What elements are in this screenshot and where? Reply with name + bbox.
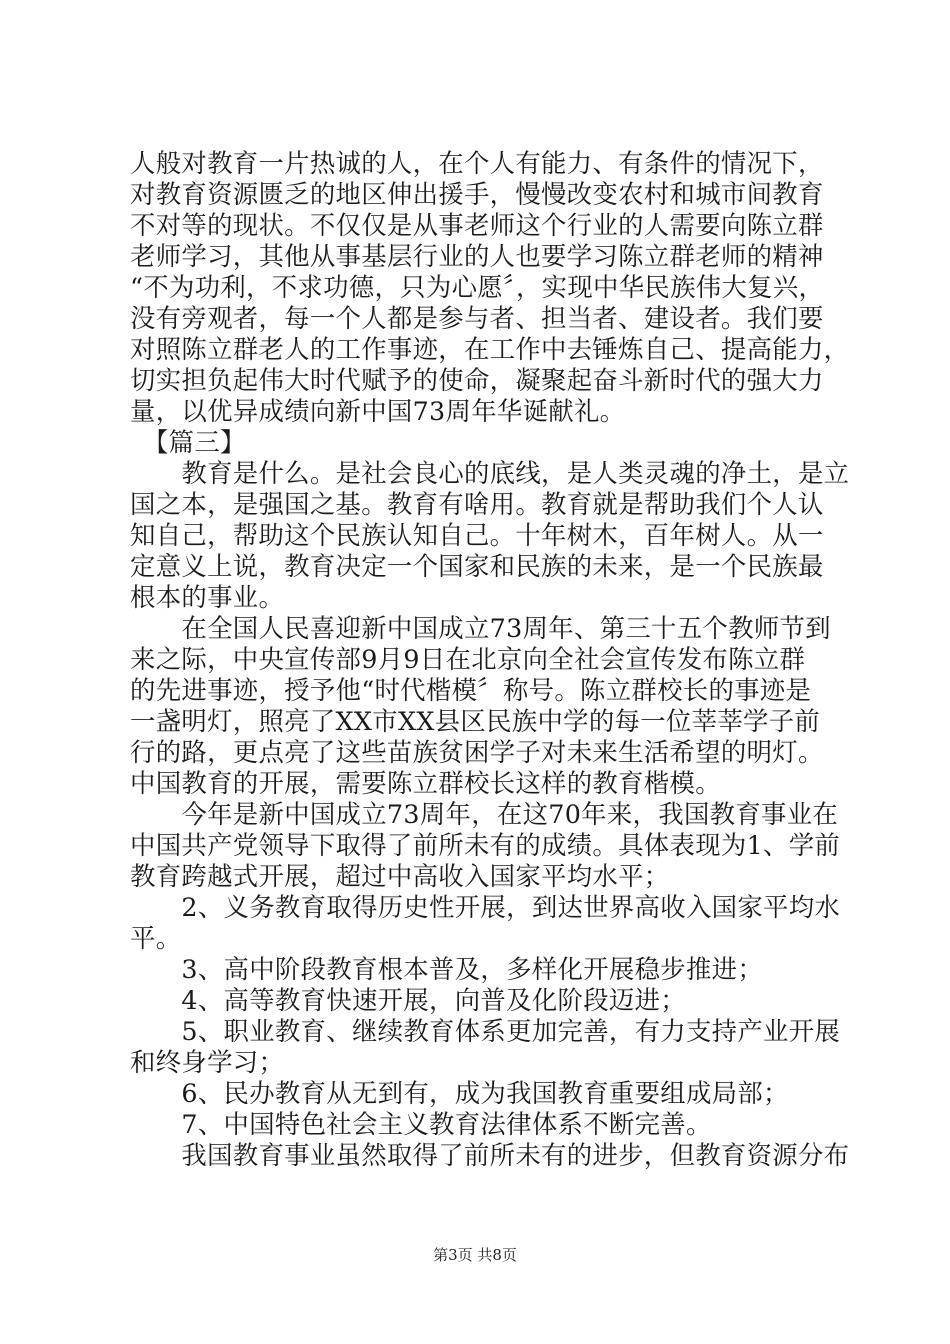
text-line: “不为功利，不求功德，只为心愿〞，实现中华民族伟大复兴，	[130, 272, 825, 302]
text-line: 我国教育事业虽然取得了前所未有的进步，但教育资源分布	[130, 1140, 850, 1170]
page-number-footer: 第3页 共8页	[433, 1246, 517, 1264]
list-item: 6、民办教育从无到有，成为我国教育重要组成局部；	[130, 1078, 789, 1108]
section-heading: 【篇三】	[130, 427, 246, 457]
text-line: 根本的事业。	[130, 582, 285, 612]
text-line: 行的路，更点亮了这些苗族贫困学子对未来生活希望的明灯。	[130, 737, 824, 767]
text-line: 中国共产党领导下取得了前所未有的成绩。具体表现为1、学前	[130, 830, 841, 860]
list-item: 4、高等教育快速开展，向普及化阶段迈进；	[130, 985, 686, 1015]
text-line: 一盏明灯，照亮了XX市XX县区民族中学的每一位莘莘学子前	[130, 706, 821, 736]
text-line: 今年是新中国成立73周年，在这70年来，我国教育事业在	[130, 799, 839, 829]
text-line: 教育跨越式开展，超过中高收入国家平均水平；	[130, 861, 670, 891]
text-line: 在全国人民喜迎新中国成立73周年、第三十五个教师节到	[130, 613, 831, 643]
text-line: 国之本，是强国之基。教育有啥用。教育就是帮助我们个人认	[130, 489, 824, 519]
list-item: 3、高中阶段教育根本普及，多样化开展稳步推进；	[130, 954, 764, 984]
text-line: 对照陈立群老人的工作事迹，在工作中去锤炼自己、提高能力，	[130, 334, 850, 364]
text-line: 知自己，帮助这个民族认知自己。十年树木，百年树人。从一	[130, 520, 824, 550]
text-line: 中国教育的开展，需要陈立群校长这样的教育楷模。	[130, 768, 721, 798]
document-body	[130, 148, 850, 1171]
text-line: 的先进事迹，授予他“时代楷模〞称号。陈立群校长的事迹是	[130, 675, 812, 705]
list-item: 5、职业教育、继续教育体系更加完善，有力支持产业开展	[130, 1016, 841, 1046]
text-line: 不对等的现状。不仅仅是从事老师这个行业的人需要向陈立群	[130, 210, 824, 240]
text-line: 老师学习，其他从事基层行业的人也要学习陈立群老师的精神	[130, 241, 824, 271]
text-line: 平。	[130, 923, 182, 953]
text-line: 定意义上说，教育决定一个国家和民族的未来，是一个民族最	[130, 551, 824, 581]
text-line: 人般对教育一片热诚的人，在个人有能力、有条件的情况下，	[130, 148, 824, 178]
list-item: 7、中国特色社会主义教育法律体系不断完善。	[130, 1109, 712, 1139]
text-line: 对教育资源匮乏的地区伸出援手，慢慢改变农村和城市间教育	[130, 179, 824, 209]
text-line: 和终身学习；	[130, 1047, 285, 1077]
text-line: 教育是什么。是社会良心的底线，是人类灵魂的净土，是立	[130, 458, 850, 488]
text-line: 切实担负起伟大时代赋予的使命，凝聚起奋斗新时代的强大力	[130, 365, 824, 395]
text-line: 没有旁观者，每一个人都是参与者、担当者、建设者。我们要	[130, 303, 824, 333]
list-item: 2、义务教育取得历史性开展，到达世界高收入国家平均水	[130, 892, 841, 922]
text-line: 来之际，中央宣传部9月9日在北京向全社会宣传发布陈立群	[130, 644, 806, 674]
text-line: 量，以优异成绩向新中国73周年华诞献礼。	[130, 396, 626, 426]
